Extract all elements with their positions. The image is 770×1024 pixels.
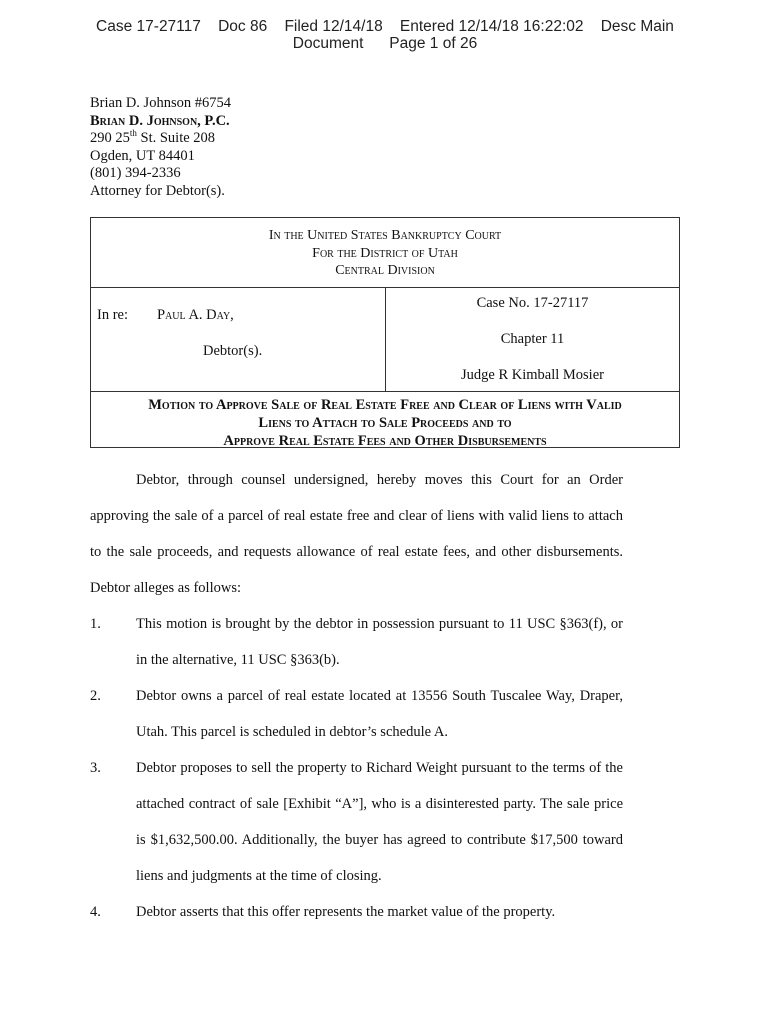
case-caption-box xyxy=(90,217,680,448)
law-firm-name: Brian D. Johnson, P.C. xyxy=(90,112,230,129)
numbered-paragraph xyxy=(90,750,623,894)
court-line-2: For the District of Utah xyxy=(312,245,458,261)
numbered-paragraph xyxy=(90,678,623,750)
address-ordinal: th xyxy=(129,128,137,139)
chapter: Chapter 11 xyxy=(500,331,565,347)
paragraph-number: 1. xyxy=(90,616,101,632)
attorney-phone: (801) 394-2336 xyxy=(90,165,181,182)
attorney-name: Brian D. Johnson #6754 xyxy=(90,95,231,111)
motion-title-line-1: Motion to Approve Sale of Real Estate Free and Clear of Liens with Valid xyxy=(148,397,622,413)
filing-stamp-header xyxy=(0,18,770,52)
paragraph-text: Debtor asserts that this offer represents the market value of the property. xyxy=(136,904,556,920)
paragraph-text: This motion is brought by the debtor in possession pursuant to 11 USC §363(f), or in the alternative, 11 USC §363(b). xyxy=(136,616,623,668)
court-heading xyxy=(91,218,679,288)
motion-title-line-2: Liens to Attach to Sale Proceeds and to xyxy=(258,415,512,431)
case-number: Case No. 17-27117 xyxy=(476,295,589,311)
judge: Judge R Kimball Mosier xyxy=(461,367,604,383)
attorney-block xyxy=(90,95,231,201)
paragraph-number: 3. xyxy=(90,760,101,776)
paragraph-number: 2. xyxy=(90,688,101,704)
paragraph-number: 4. xyxy=(90,904,101,920)
motion-title-line-3: Approve Real Estate Fees and Other Disbursements xyxy=(223,433,547,449)
in-re-label: In re: xyxy=(97,307,128,323)
paragraph-text: Debtor owns a parcel of real estate located at 13556 South Tuscalee Way, Draper, Utah. This parcel is scheduled in debtor’s schedule A. xyxy=(136,688,623,740)
numbered-paragraph xyxy=(90,606,623,678)
motion-body xyxy=(90,462,623,930)
court-line-1: In the United States Bankruptcy Court xyxy=(268,228,502,243)
filing-stamp-line1: Case 17-27117 Doc 86 Filed 12/14/18 Entered 12/14/18 16:22:02 Desc Main xyxy=(96,18,674,35)
filing-stamp-line2: Document Page 1 of 26 xyxy=(292,35,478,52)
attorney-address xyxy=(90,130,231,148)
case-info xyxy=(386,295,679,403)
numbered-paragraph xyxy=(90,894,623,930)
paragraph-text: Debtor proposes to sell the property to Richard Weight pursuant to the terms of the attached contract of sale [Exhibit “A”], who is a disinterested party. The sale price is $1,632,500.00. Additionally, the buyer has agreed to contribute $17,500 toward liens and judgments at the time of closing. xyxy=(136,760,623,884)
debtor-name: Paul A. Day, xyxy=(157,307,234,323)
attorney-city: Ogden, UT 84401 xyxy=(90,147,195,164)
court-line-3: Central Division xyxy=(335,263,435,278)
intro-paragraph: Debtor, through counsel undersigned, hereby moves this Court for an Order approving the sale of a parcel of real estate free and clear of liens with valid liens to attach to the sale proceeds, and requests allowance of real estate fees, and other disbursements. Debtor alleges as follows: xyxy=(90,472,623,596)
address-street-number: 290 25 xyxy=(90,130,130,147)
debtor-label: Debtor(s). xyxy=(203,343,263,359)
attorney-role: Attorney for Debtor(s). xyxy=(90,182,225,199)
parties-section xyxy=(91,288,679,392)
address-street: St. Suite 208 xyxy=(136,130,216,147)
